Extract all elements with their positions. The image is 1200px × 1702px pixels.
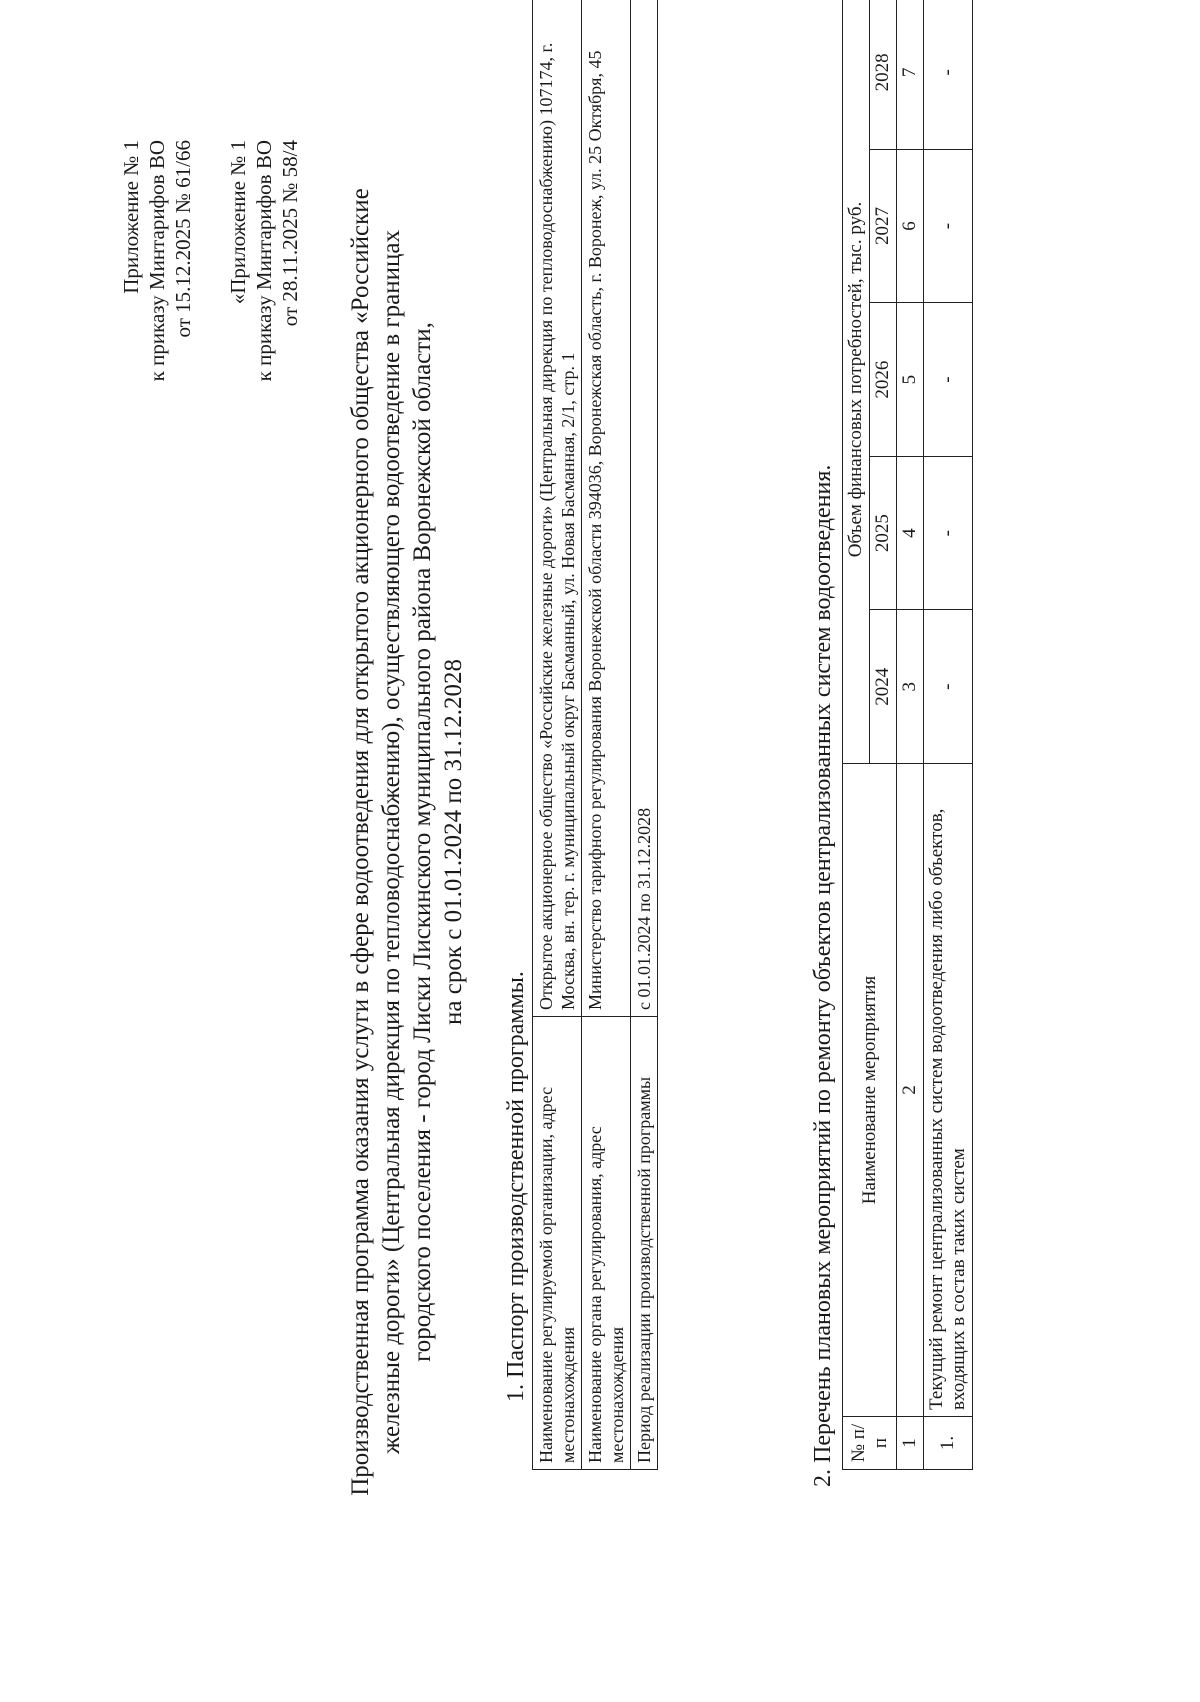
col-num-header: № п/п <box>843 1417 897 1470</box>
passport-table <box>532 0 658 1470</box>
col-name-header: Наименование мероприятия <box>843 764 897 1417</box>
row-num: 1. <box>924 1417 973 1470</box>
table-index-row <box>897 0 924 1470</box>
approval-previous-line3: от 28.11.2025 № 58/4 <box>278 140 302 327</box>
table-header-row <box>843 0 870 1470</box>
year-header: 2026 <box>870 303 897 457</box>
index-cell: 4 <box>897 456 924 610</box>
passport-value-org: Открытое акционерное общество «Российские железные дороги» (Центральная дирекция по тепловодоснабжению) 107174, г. Москва, вн. тер. г. муниципальный округ Басманный, ул. Новая Басманная, 2/1, стр. 1 <box>533 0 582 1017</box>
title-line2: железные дороги» (Центральная дирекция по тепловодоснабжению), осуществляющего водоотведение в границах <box>378 230 405 1454</box>
passport-value-period: с 01.01.2024 по 31.12.2028 <box>631 0 658 1017</box>
passport-label-regulator: Наименование органа регулирования, адрес местонахождения <box>582 1017 631 1470</box>
title-line1: Производственная программа оказания услуги в сфере водоотведения для открытого акционерного общества «Российские <box>347 188 374 1496</box>
title-line3: городского поселения - город Лиски Лискинского муниципального района Воронежской области, <box>409 322 436 1362</box>
table-row <box>533 0 582 1470</box>
year-header: 2025 <box>870 456 897 610</box>
row-value: - <box>924 456 973 610</box>
approval-current <box>118 140 196 381</box>
approval-previous <box>225 140 303 381</box>
table-row <box>582 0 631 1470</box>
year-header: 2027 <box>870 149 897 303</box>
measures-heading: 2. Перечень плановых мероприятий по ремонту объектов централизованных систем водоотведения. <box>810 464 836 1487</box>
row-value: - <box>924 0 973 149</box>
measures-table <box>842 0 973 1470</box>
year-header: 2024 <box>870 610 897 764</box>
approval-previous-line1: «Приложение № 1 <box>226 140 250 305</box>
approval-previous-line2: к приказу Минтарифов ВО <box>252 140 276 382</box>
col-volume-header: Объем финансовых потребностей, тыс. руб. <box>843 0 870 764</box>
passport-label-period: Период реализации производственной программы <box>631 1017 658 1470</box>
passport-heading: 1. Паспорт производственной программы. <box>503 971 529 1402</box>
row-value: - <box>924 303 973 457</box>
index-cell: 1 <box>897 1417 924 1470</box>
approval-current-line3: от 15.12.2025 № 61/66 <box>171 140 195 338</box>
index-cell: 2 <box>897 764 924 1417</box>
passport-value-regulator: Министерство тарифного регулирования Воронежской области 394036, Воронежская область, г. Воронеж, ул. 25 Октября, 45 <box>582 0 631 1017</box>
approval-current-line2: к приказу Минтарифов ВО <box>145 140 169 382</box>
title-line4: на срок с 01.01.2024 по 31.12.2028 <box>440 659 467 1025</box>
index-cell: 7 <box>897 0 924 149</box>
index-cell: 3 <box>897 610 924 764</box>
index-cell: 6 <box>897 149 924 303</box>
table-row <box>924 0 973 1470</box>
row-value: - <box>924 149 973 303</box>
row-value: - <box>924 610 973 764</box>
row-name: Текущий ремонт централизованных систем водоотведения либо объектов, входящих в состав таких систем <box>924 764 973 1417</box>
approval-current-line1: Приложение № 1 <box>119 140 143 294</box>
index-cell: 5 <box>897 303 924 457</box>
passport-label-org: Наименование регулируемой организации, адрес местонахождения <box>533 1017 582 1470</box>
table-row <box>631 0 658 1470</box>
document-title <box>345 172 469 1512</box>
year-header: 2028 <box>870 0 897 149</box>
